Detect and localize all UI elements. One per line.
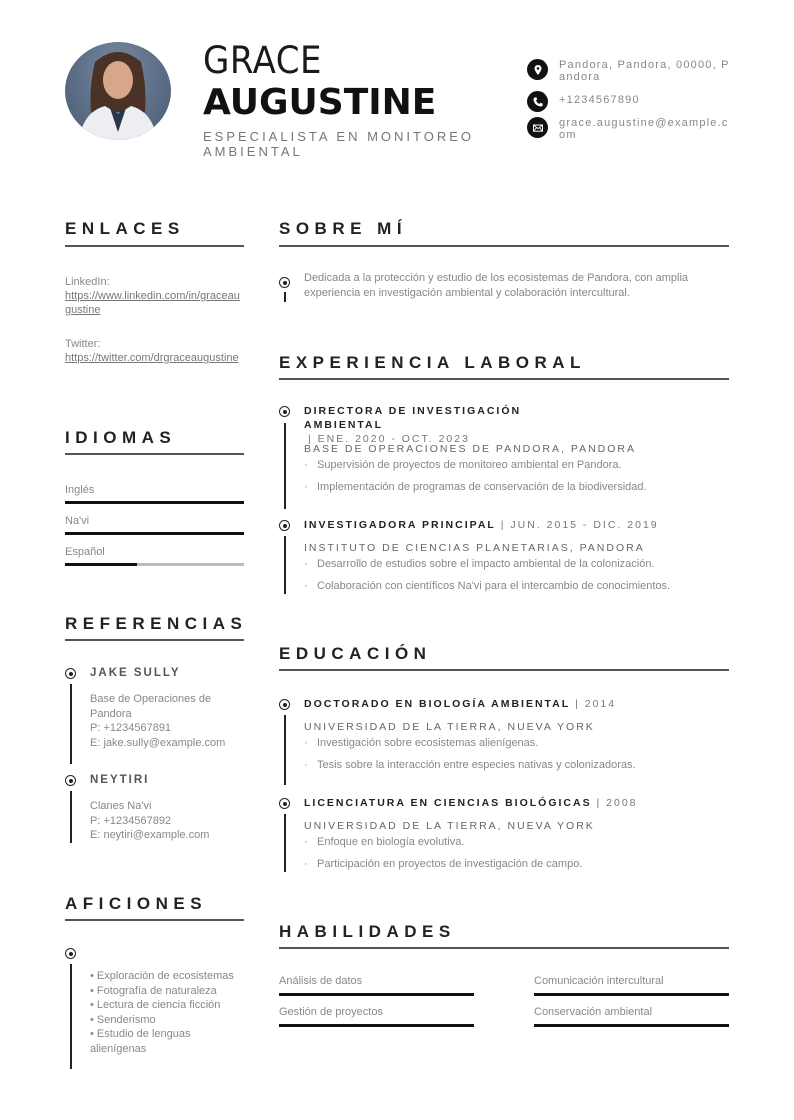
skill-name: Análisis de datos	[279, 975, 363, 987]
job-dates: | ENE. 2020 - OCT. 2023	[308, 433, 470, 445]
skill-level-bar	[534, 1024, 729, 1027]
reference-name: NEYTIRI	[90, 774, 150, 786]
contact-phone	[527, 91, 731, 112]
job-bullet: · Colaboración con científicos Na'vi para el intercambio de conocimientos.	[304, 580, 671, 592]
section-divider	[279, 947, 729, 949]
section-divider	[65, 453, 244, 455]
timeline-dot-icon	[279, 277, 290, 288]
job-role: INVESTIGADORA PRINCIPAL	[304, 519, 496, 531]
languages-section	[65, 428, 244, 566]
education-institution: UNIVERSIDAD DE LA TIERRA, NUEVA YORK	[304, 820, 595, 832]
timeline-dot-icon	[65, 668, 76, 679]
section-title-hobbies: AFICIONES	[65, 894, 208, 913]
job-bullet: · Supervisión de proyectos de monitoreo ambiental en Pandora.	[304, 459, 622, 471]
job-dates: | JUN. 2015 - DIC. 2019	[500, 519, 659, 531]
skill-name: Conservación ambiental	[534, 1006, 653, 1018]
section-title-links: ENLACES	[65, 219, 185, 238]
skills-section	[279, 922, 729, 949]
timeline-dot-icon	[65, 775, 76, 786]
reference-details	[90, 692, 250, 750]
job-organization: INSTITUTO DE CIENCIAS PLANETARIAS, PANDORA	[304, 542, 645, 554]
skill-name: Comunicación intercultural	[534, 975, 664, 987]
last-name: AUGUSTINE	[203, 82, 437, 123]
section-title-references: REFERENCIAS	[65, 614, 248, 633]
timeline-dot-icon	[65, 948, 76, 959]
section-divider	[279, 669, 729, 671]
section-divider	[65, 245, 244, 247]
timeline-line	[284, 423, 286, 509]
skill-item	[534, 975, 729, 996]
timeline-dot-icon	[279, 699, 290, 710]
links-section	[65, 219, 244, 365]
skill-level-bar	[534, 993, 729, 996]
timeline-line	[284, 292, 286, 302]
linkedin-link[interactable]: https://www.linkedin.com/in/graceaugustine	[65, 290, 240, 316]
timeline-dot-icon	[279, 798, 290, 809]
education-heading	[304, 796, 734, 810]
section-divider	[65, 639, 244, 641]
job-title: ESPECIALISTA EN MONITOREO AMBIENTAL	[203, 129, 475, 159]
reference-org: Clanes Na'vi	[90, 800, 152, 812]
degree-name: DOCTORADO EN BIOLOGÍA AMBIENTAL	[304, 698, 571, 710]
skill-level-bar	[279, 1024, 474, 1027]
language-level-bar	[65, 563, 244, 566]
person-portrait-icon	[65, 42, 171, 140]
reference-details	[90, 799, 250, 843]
reference-email: E: neytiri@example.com	[90, 829, 210, 841]
degree-year: | 2008	[596, 797, 638, 809]
reference-org: Base de Operaciones de Pandora	[90, 693, 212, 720]
email-text[interactable]: grace.augustine@example.com	[559, 117, 729, 141]
reference-phone: P: +1234567891	[90, 722, 172, 734]
job-bullet: · Implementación de programas de conservación de la biodiversidad.	[304, 481, 647, 493]
timeline-line	[284, 814, 286, 872]
education-bullet: · Enfoque en biología evolutiva.	[304, 836, 465, 848]
language-level-fill	[65, 532, 244, 535]
phone-text[interactable]: +1234567890	[559, 94, 640, 106]
profile-photo	[65, 42, 171, 140]
timeline-line	[70, 684, 72, 764]
language-level-bar	[65, 532, 244, 535]
job-role: DIRECTORA DE INVESTIGACIÓN AMBIENTAL	[304, 405, 522, 431]
contact-address	[527, 59, 731, 83]
language-name: Na'vi	[65, 515, 90, 527]
hobbies-section	[65, 894, 244, 921]
section-title-education: EDUCACIÓN	[279, 644, 432, 663]
reference-email: E: jake.sully@example.com	[90, 736, 226, 749]
skill-level-bar	[279, 993, 474, 996]
references-section	[65, 614, 248, 641]
skill-item	[534, 1006, 729, 1027]
hobby-item: • Exploración de ecosistemas	[90, 970, 234, 982]
skill-item	[279, 975, 474, 996]
hobby-list	[90, 969, 240, 1056]
timeline-line	[284, 536, 286, 594]
degree-year: | 2014	[575, 698, 617, 710]
first-name: GRACE	[203, 39, 322, 82]
hobby-item: • Senderismo	[90, 1013, 156, 1026]
section-title-languages: IDIOMAS	[65, 428, 177, 447]
experience-section	[279, 353, 729, 380]
reference-phone: P: +1234567892	[90, 814, 172, 827]
twitter-link[interactable]: https://twitter.com/drgraceaugustine	[65, 352, 239, 364]
section-divider	[279, 378, 729, 380]
timeline-dot-icon	[279, 406, 290, 417]
section-title-experience: EXPERIENCIA LABORAL	[279, 353, 586, 372]
skill-item	[279, 1006, 474, 1027]
timeline-dot-icon	[279, 520, 290, 531]
contact-email	[527, 117, 731, 141]
timeline-line	[284, 715, 286, 785]
job-heading	[304, 518, 734, 532]
section-divider	[279, 245, 729, 247]
language-name: Español	[65, 546, 105, 558]
job-organization: BASE DE OPERACIONES DE PANDORA, PANDORA	[304, 443, 636, 455]
link-item	[65, 337, 244, 365]
hobby-item: • Lectura de ciencia ficción	[90, 999, 221, 1011]
language-level-fill	[65, 501, 244, 504]
link-label: LinkedIn:	[65, 276, 110, 288]
job-bullet: · Desarrollo de estudios sobre el impacto ambiental de la colonización.	[304, 558, 655, 570]
about-text: Dedicada a la protección y estudio de los ecosistemas de Pandora, con amplia experiencia en investigación ambiental y colaboración intercultural.	[304, 272, 689, 299]
envelope-icon	[527, 117, 548, 138]
job-heading	[304, 404, 604, 446]
timeline-line	[70, 791, 72, 843]
education-institution: UNIVERSIDAD DE LA TIERRA, NUEVA YORK	[304, 721, 595, 733]
section-title-skills: HABILIDADES	[279, 922, 456, 941]
link-label: Twitter:	[65, 338, 101, 350]
language-name: Inglés	[65, 484, 95, 496]
education-bullet: · Investigación sobre ecosistemas alienígenas.	[304, 737, 539, 749]
about-section	[279, 219, 729, 247]
link-item	[65, 275, 244, 317]
language-level-bar	[65, 501, 244, 504]
education-bullet: · Participación en proyectos de investigación de campo.	[304, 858, 583, 870]
section-title-about: SOBRE MÍ	[279, 219, 408, 238]
education-section	[279, 644, 729, 671]
degree-name: LICENCIATURA EN CIENCIAS BIOLÓGICAS	[304, 797, 592, 809]
skill-name: Gestión de proyectos	[279, 1006, 383, 1018]
address-text: Pandora, Pandora, 00000, Pandora	[559, 59, 730, 83]
reference-name: JAKE SULLY	[90, 667, 181, 679]
hobby-item: • Estudio de lenguas alienígenas	[90, 1028, 191, 1055]
timeline-line	[70, 964, 72, 1069]
language-level-fill	[65, 563, 137, 566]
education-bullet: · Tesis sobre la interacción entre especies nativas y colonizadoras.	[304, 759, 636, 771]
phone-icon	[527, 91, 548, 112]
hobby-item: • Fotografía de naturaleza	[90, 984, 217, 997]
location-pin-icon	[527, 59, 548, 80]
section-divider	[65, 919, 244, 921]
education-heading	[304, 697, 734, 711]
